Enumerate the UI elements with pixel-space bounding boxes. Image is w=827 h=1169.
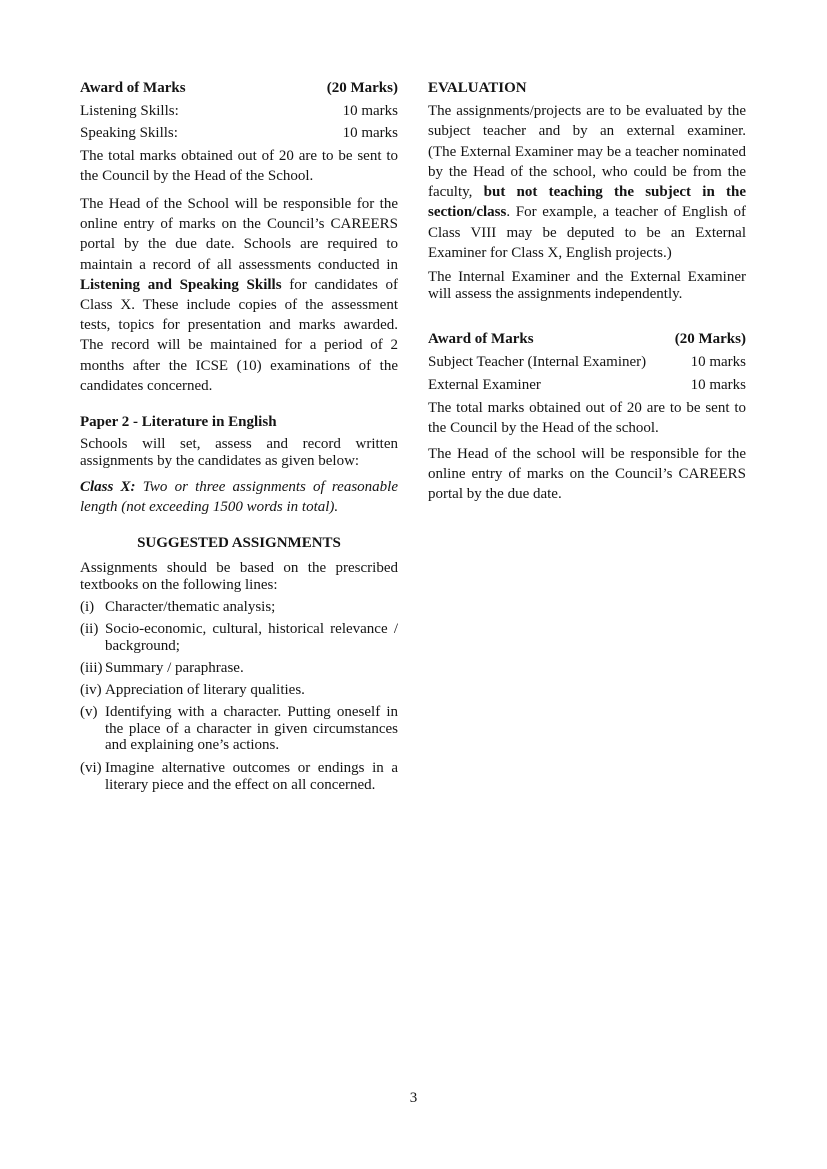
- total-marks-note: [80, 146, 398, 186]
- list-item: [80, 660, 398, 677]
- text-line: by the Head of the school, who could be from the: [428, 163, 746, 180]
- total-marks-note: [428, 398, 746, 438]
- text-segment: faculty,: [428, 184, 484, 201]
- text-line: Class VIII may be deputed to be an External: [428, 224, 746, 241]
- award-total: (20 Marks): [674, 330, 746, 347]
- marks-value: 10 marks: [690, 376, 746, 393]
- text-line: and explaining one’s actions.: [105, 737, 280, 754]
- text-line: Socio-economic, cultural, historical relevance /: [105, 620, 398, 637]
- list-marker: (iv): [80, 681, 102, 698]
- marks-label: External Examiner: [428, 376, 541, 393]
- list-item: [80, 682, 398, 699]
- text-line: Identifying with a character. Putting oneself in: [105, 704, 398, 720]
- suggested-assignments-heading: SUGGESTED ASSIGNMENTS: [137, 535, 341, 551]
- award-of-marks-examiners: [428, 328, 746, 397]
- text-line: The Internal Examiner and the External Examiner: [428, 268, 746, 285]
- marks-row: [428, 374, 746, 397]
- marks-value: 10 marks: [690, 353, 746, 370]
- text-line: The total marks obtained out of 20 are to be sent to: [80, 148, 398, 164]
- award-title: Award of Marks: [80, 80, 186, 96]
- text-line: online entry of marks on the Council’s CAREERS: [80, 216, 398, 233]
- text-line: The Head of the school will be responsible for the: [428, 446, 746, 462]
- text-line: The assignments/projects are to be evaluated by the: [428, 103, 746, 119]
- marks-label: Speaking Skills:: [80, 125, 178, 141]
- emphasis-text: but not teaching the subject in the: [483, 184, 747, 201]
- text-line: candidates concerned.: [80, 377, 213, 394]
- text-line: will assess the assignments independently.: [428, 285, 683, 302]
- list-item-text: [105, 760, 398, 794]
- responsibility-note: [428, 444, 746, 504]
- text-line: The total marks obtained out of 20 are to be sent to: [428, 400, 746, 416]
- list-item-text: [105, 682, 398, 699]
- award-of-marks-listening-speaking: [80, 77, 398, 145]
- text-line: Summary / paraphrase.: [105, 659, 244, 676]
- text-line: Class X. These include copies of the assessment: [80, 297, 398, 314]
- text-segment: for candidates of: [281, 276, 398, 293]
- list-item-text: [105, 621, 398, 655]
- page-number: 3: [409, 1090, 418, 1106]
- text-line: Imagine alternative outcomes or endings in a: [105, 759, 398, 776]
- text-line: subject teacher and by an external examiner.: [428, 123, 746, 140]
- list-item-text: [105, 660, 398, 677]
- list-item-text: [105, 704, 398, 754]
- text-line: portal by the due date.: [428, 486, 562, 502]
- list-item: [80, 704, 398, 754]
- award-heading: [428, 328, 746, 351]
- text-line: background;: [105, 637, 180, 654]
- award-title: Award of Marks: [428, 330, 534, 347]
- list-marker: (i): [80, 598, 95, 615]
- emphasis-text: Listening and Speaking Skills: [80, 276, 282, 293]
- independence-note: [428, 269, 746, 303]
- text-line: Schools will set, assess and record written: [80, 435, 398, 452]
- award-heading: [80, 77, 398, 100]
- text-line: months after the ICSE (10) examinations of the: [80, 357, 398, 374]
- text-line: the place of a character in given circumstances: [105, 720, 398, 737]
- paper-2-intro: [80, 436, 398, 470]
- list-item: [80, 760, 398, 794]
- list-item: [80, 621, 398, 655]
- section-title-paper-2: Paper 2 - Literature in English: [80, 414, 277, 430]
- text-line: [428, 182, 746, 202]
- text-line: maintain a record of all assessments conducted in: [80, 256, 398, 273]
- assignments-intro: [80, 560, 398, 594]
- marks-label: Listening Skills:: [80, 102, 179, 119]
- evaluation-heading: EVALUATION: [428, 80, 527, 96]
- marks-value: 10 marks: [342, 102, 398, 119]
- list-item: [80, 599, 398, 616]
- text-line: [428, 202, 746, 222]
- marks-row: [80, 122, 398, 145]
- list-item-text: [105, 599, 398, 616]
- text-line: online entry of marks on the Council’s CAREERS: [428, 466, 746, 482]
- text-line: [80, 477, 398, 497]
- list-marker: (v): [80, 704, 98, 720]
- text-line: Examiner for Class X, English projects.): [428, 245, 672, 262]
- text-line: Character/thematic analysis;: [105, 598, 276, 615]
- text-line: portal by the due date. Schools are required to: [80, 236, 398, 253]
- award-total: (20 Marks): [326, 80, 398, 96]
- marks-label: Subject Teacher (Internal Examiner): [428, 353, 647, 370]
- text-line: assignments by the candidates as given below:: [80, 452, 360, 469]
- text-line: the Council by the Head of the School.: [80, 168, 314, 184]
- marks-row: [80, 100, 398, 123]
- emphasis-text: section/class: [428, 204, 507, 221]
- text-line: Assignments should be based on the prescribed: [80, 559, 398, 576]
- class-x-requirement: [80, 477, 398, 517]
- text-line: Appreciation of literary qualities.: [105, 681, 305, 698]
- text-line: The record will be maintained for a period of 2: [80, 337, 398, 354]
- text-segment: . For example, a teacher of English of: [506, 204, 746, 221]
- text-line: (The External Examiner may be a teacher nominated: [428, 143, 746, 160]
- text-line: length (not exceeding 1500 words in total).: [80, 499, 339, 515]
- responsibility-note: [80, 194, 398, 396]
- text-line: The Head of the School will be responsible for the: [80, 196, 398, 212]
- text-line: tests, topics for presentation and marks awarded.: [80, 317, 398, 334]
- marks-value: 10 marks: [342, 125, 398, 141]
- list-marker: (iii): [80, 659, 103, 676]
- text-segment: Two or three assignments of reasonable: [135, 479, 398, 495]
- marks-row: [428, 351, 746, 374]
- text-line: the Council by the Head of the school.: [428, 420, 659, 436]
- list-marker: (vi): [80, 759, 102, 776]
- text-line: [80, 275, 398, 295]
- text-line: textbooks on the following lines:: [80, 576, 278, 593]
- text-line: literary piece and the effect on all concerned.: [105, 776, 376, 793]
- class-label: Class X:: [80, 479, 136, 495]
- list-marker: (ii): [80, 620, 99, 637]
- evaluation-description: [428, 101, 746, 263]
